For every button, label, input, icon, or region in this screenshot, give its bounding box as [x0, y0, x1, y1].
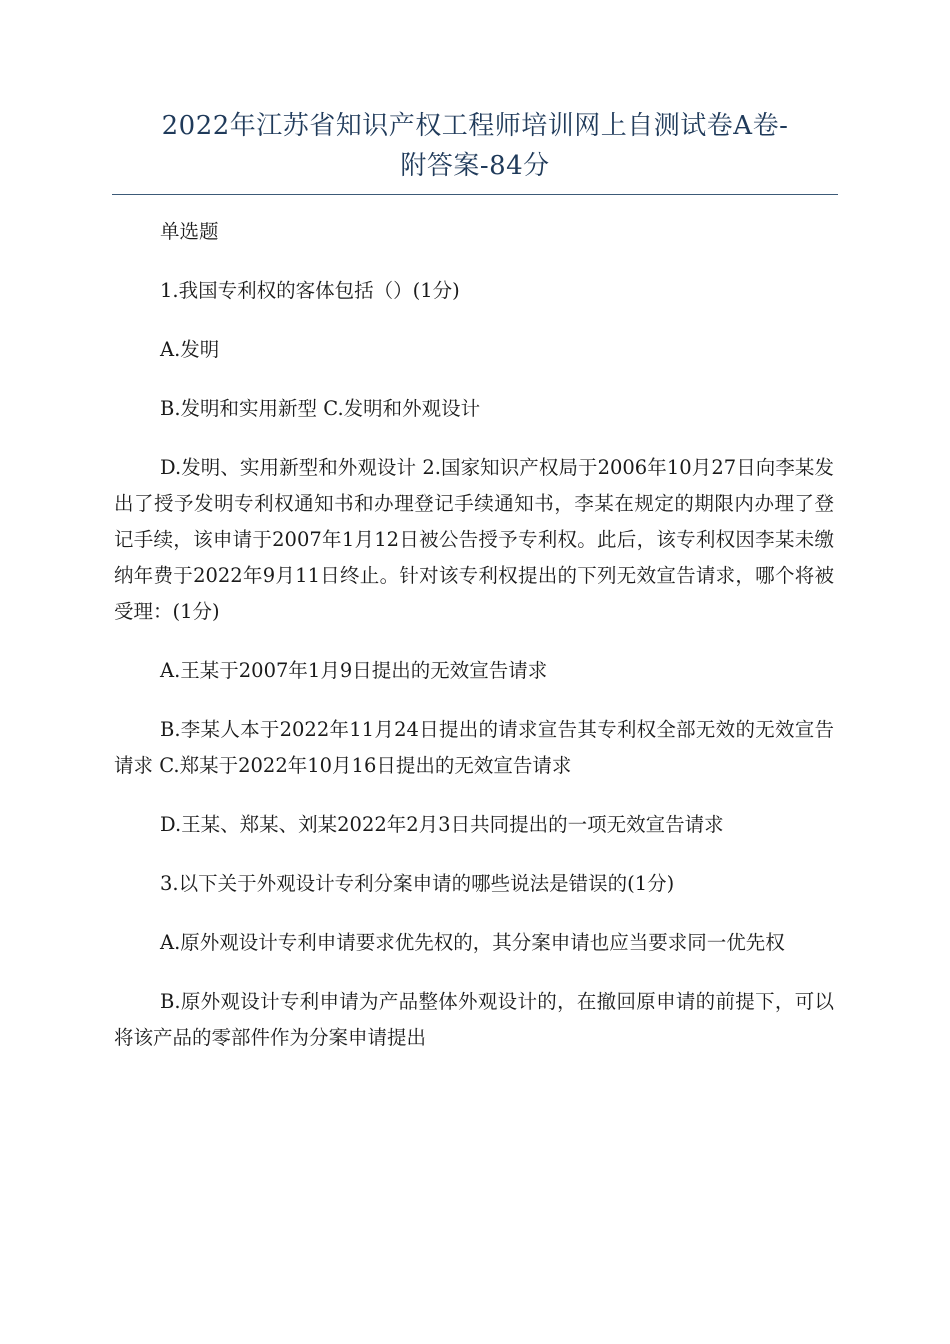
question-3-option-a: A.原外观设计专利申请要求优先权的，其分案申请也应当要求同一优先权: [160, 931, 785, 954]
document-body: [114, 214, 834, 1079]
question-2-option-b-c: B.李某人本于2022年11月24日提出的请求宣告其专利权全部无效的无效宣告请求 C.郑某于2022年10月16日提出的无效宣告请求: [114, 718, 834, 777]
question-1: 1.我国专利权的客体包括（）(1分): [160, 279, 460, 302]
question-3-option-b: B.原外观设计专利申请为产品整体外观设计的，在撤回原申请的前提下，可以将该产品的零部件作为分案申请提出: [114, 990, 834, 1049]
title-line-2: 附答案-84分: [400, 151, 550, 181]
section-heading: 单选题: [160, 220, 219, 243]
document-title: [112, 106, 838, 186]
title-divider: [112, 194, 838, 195]
question-1-option-b-c: B.发明和实用新型 C.发明和外观设计: [160, 397, 481, 420]
title-line-1: 2022年江苏省知识产权工程师培训网上自测试卷A卷-: [161, 111, 789, 141]
question-3: 3.以下关于外观设计专利分案申请的哪些说法是错误的(1分): [160, 872, 675, 895]
question-1-option-a: A.发明: [160, 338, 220, 361]
question-1-option-d-question-2: D.发明、实用新型和外观设计 2.国家知识产权局于2006年10月27日向李某发出了授予发明专利权通知书和办理登记手续通知书，李某在规定的期限内办理了登记手续，该申请于2007年1月12日被公告授予专利权。此后，该专利权因李某未缴纳年费于2022年9月11日终止。针对该专利权提出的下列无效宣告请求，哪个将被受理：(1分): [114, 456, 834, 623]
question-2-option-d: D.王某、郑某、刘某2022年2月3日共同提出的一项无效宣告请求: [160, 813, 724, 836]
question-2-option-a: A.王某于2007年1月9日提出的无效宣告请求: [160, 659, 548, 682]
